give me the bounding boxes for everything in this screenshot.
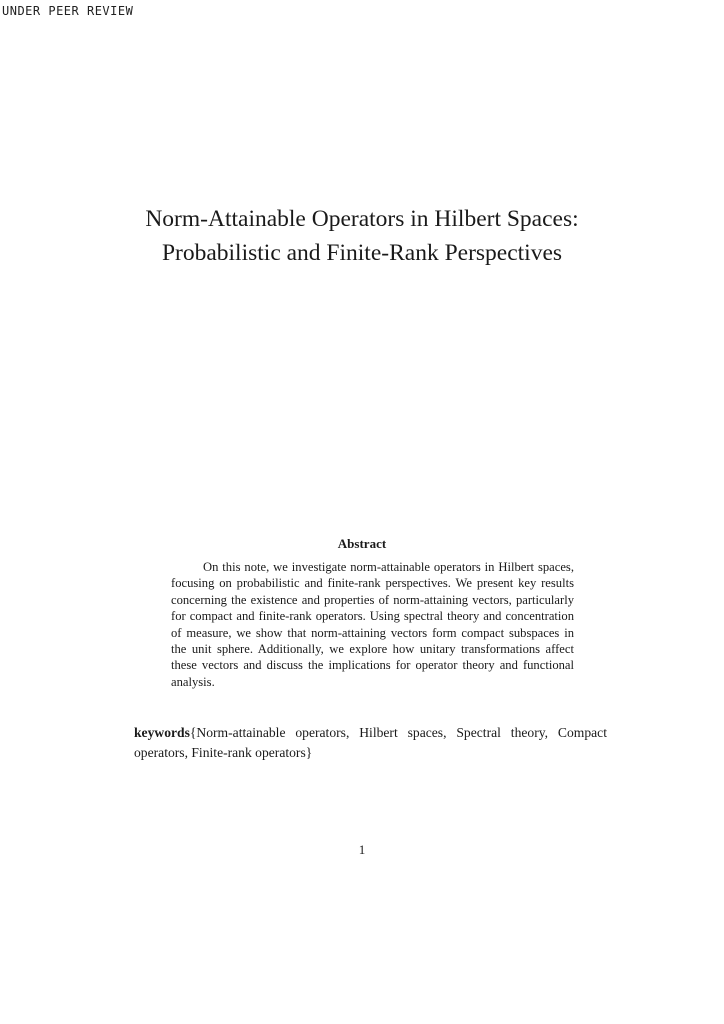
abstract-body: On this note, we investigate norm-attainable operators in Hilbert spaces, focusing on probabilistic and finite-rank perspectives. We present key results concerning the existence and properties of norm-attaining vectors, particularly for compact and finite-rank operators. Using spectral theory and concentration of measure, we show that norm-attaining vectors form compact subspaces in the unit sphere. Additionally, we explore how unitary transformations affect these vectors and discuss the implications for operator theory and functional analysis.	[171, 560, 574, 689]
paper-title-line-1: Norm-Attainable Operators in Hilbert Spaces:	[145, 206, 579, 232]
keywords-list: {Norm-attainable operators, Hilbert spaces, Spectral theory, Compact operators, Finite-rank operators}	[134, 725, 607, 760]
keywords-label: keywords	[134, 725, 190, 740]
paper-title	[60, 202, 664, 270]
paper-title-line-2: Probabilistic and Finite-Rank Perspectives	[161, 240, 563, 266]
page-number: 1	[358, 842, 366, 857]
peer-review-watermark: UNDER PEER REVIEW	[2, 4, 134, 18]
keywords-section	[134, 723, 607, 763]
abstract-heading: Abstract	[337, 536, 387, 551]
